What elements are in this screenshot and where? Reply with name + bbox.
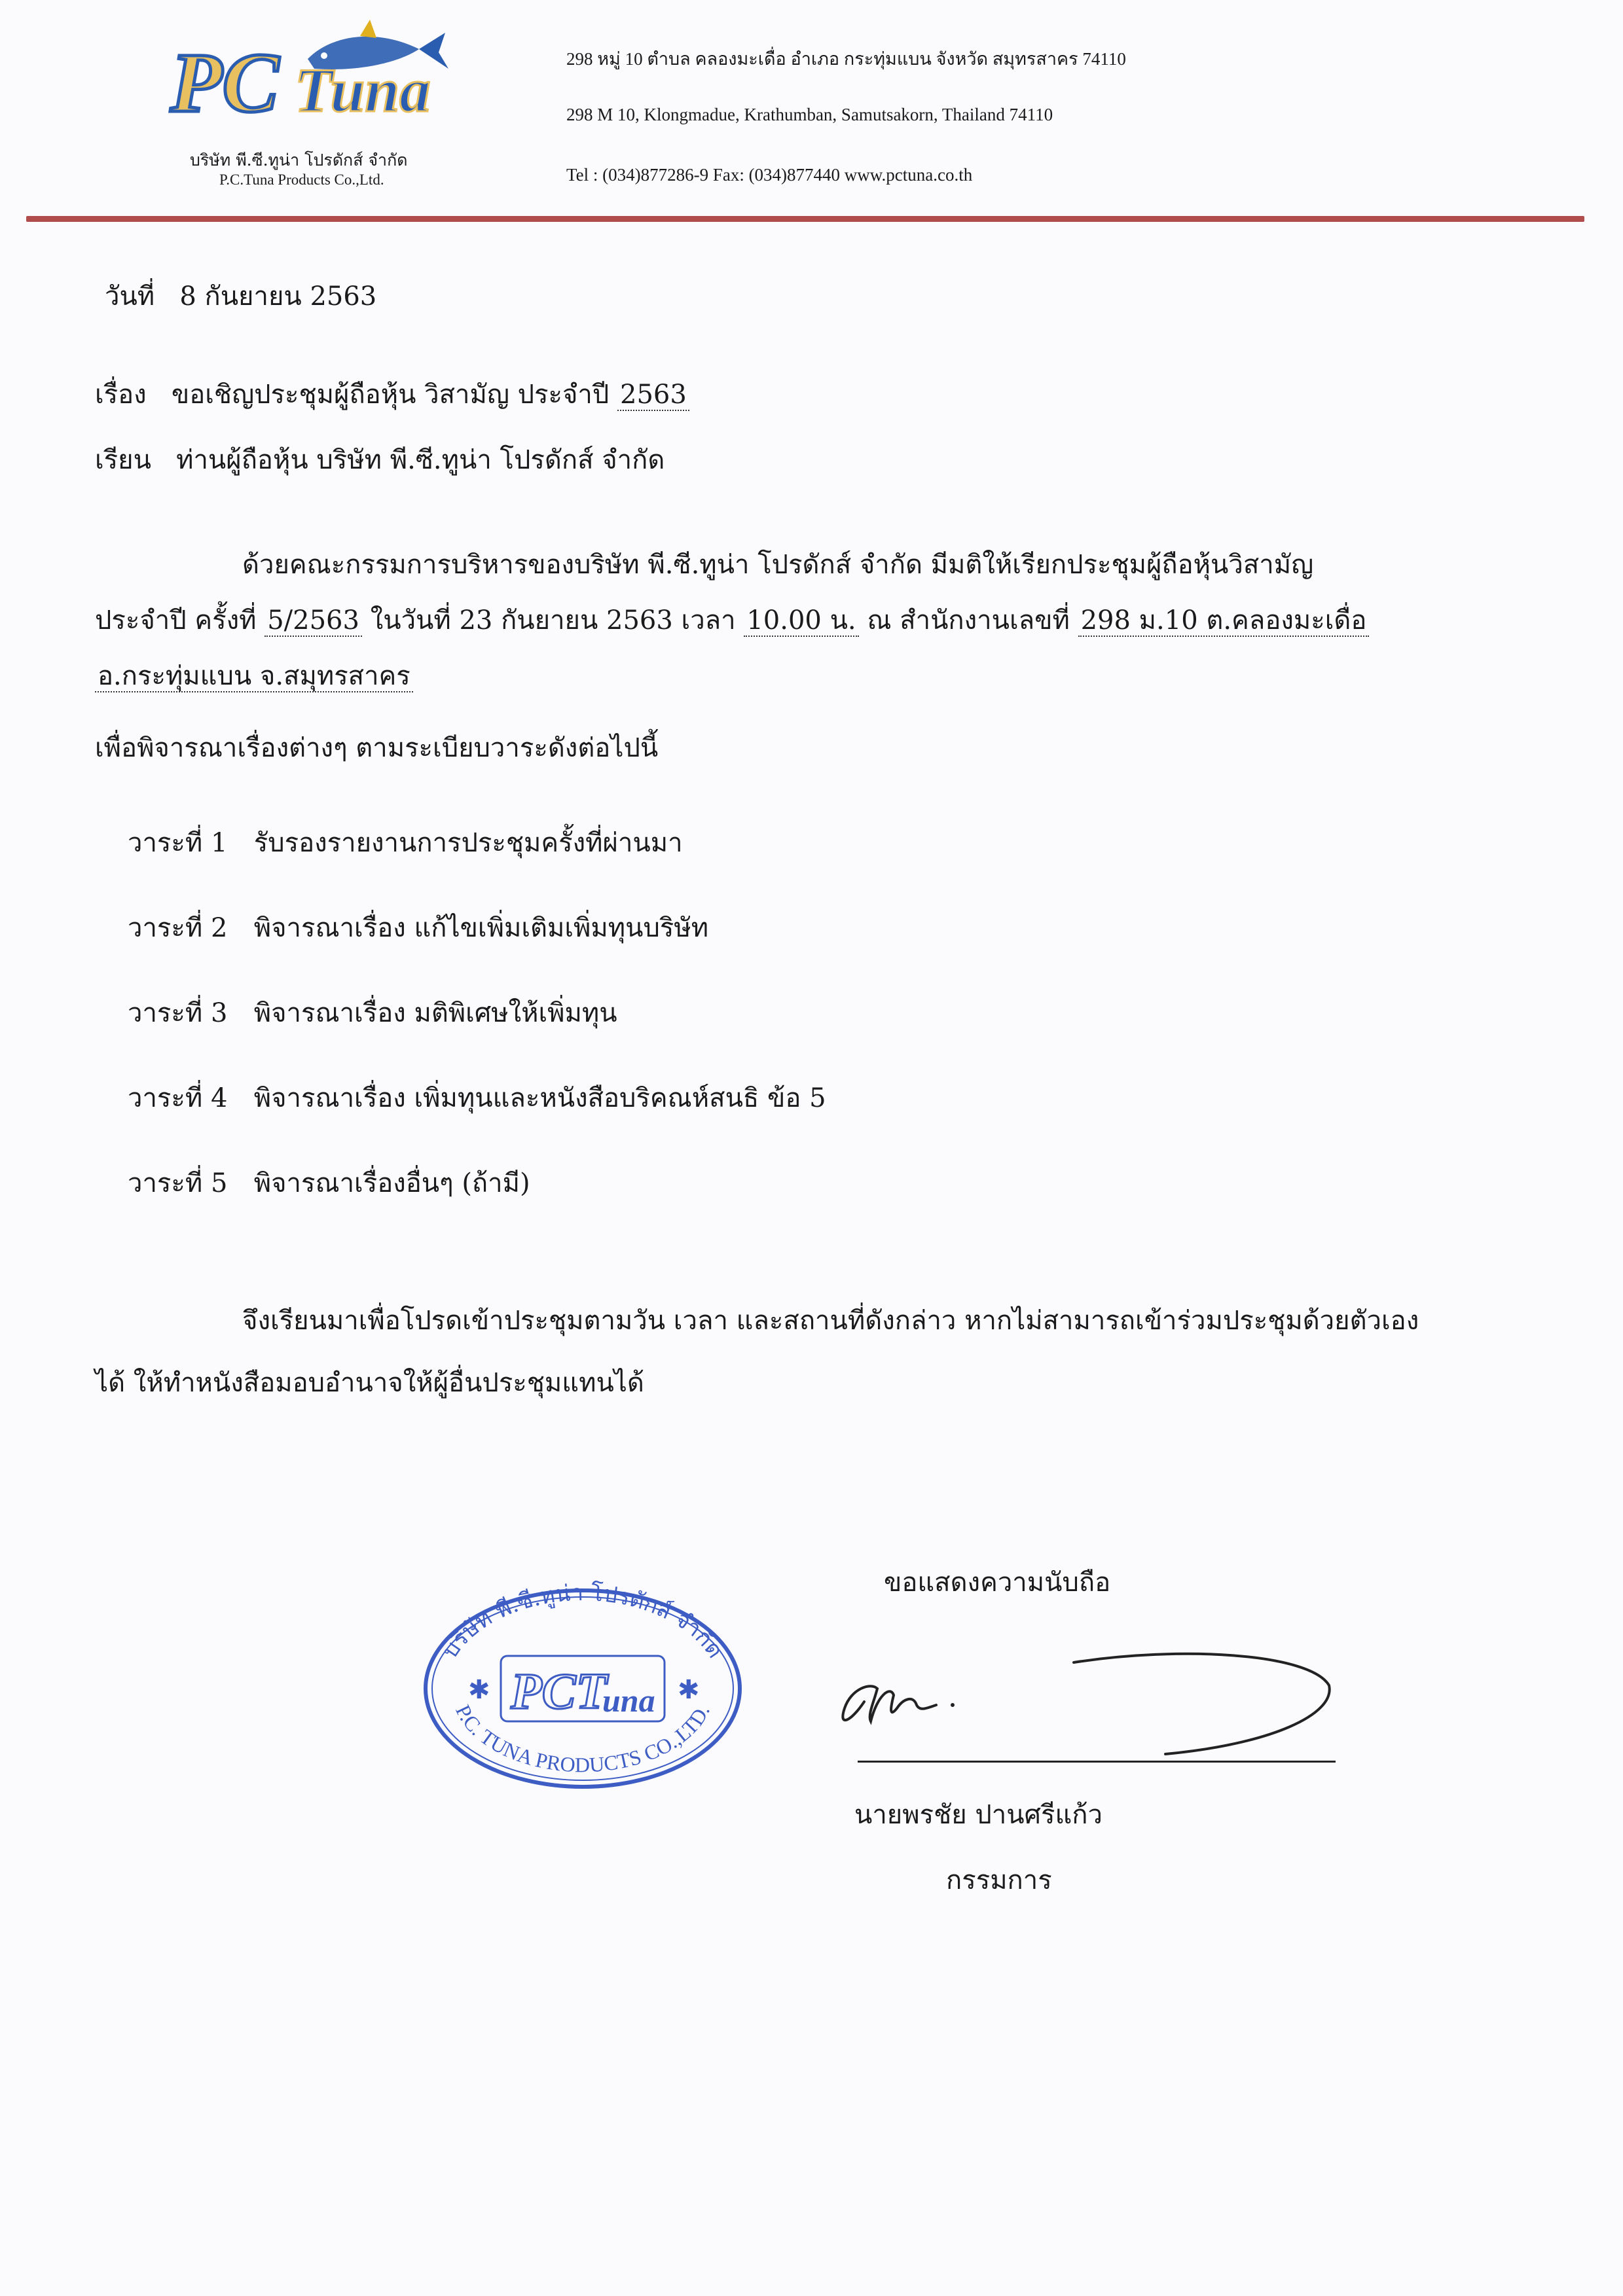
date-label: วันที่ [105,281,155,312]
meeting-date: ในวันที่ 23 กันยายน 2563 เวลา [370,605,736,636]
stamp-logo-tuna: una [602,1682,655,1719]
stamp-logo-pc: PCT [511,1662,608,1719]
logo-pc-text: PC [170,36,280,130]
agenda-text: รับรองรายงานการประชุมครั้งที่ผ่านมา [253,828,683,858]
date-line [105,275,376,317]
agenda-item [128,821,683,863]
body-paragraph-line-3 [95,655,413,696]
agenda-item [128,906,708,948]
stamp-text-en: P.C. TUNA PRODUCTS CO.,LTD. [451,1701,714,1777]
regards: ขอแสดงความนับถือ [884,1568,1111,1598]
recipient-line [95,439,665,480]
body-paragraph-line-1: ด้วยคณะกรรมการบริหารของบริษัท พี.ซี.ทูน่า โปรดักส์ จำกัด มีมติให้เรียกประชุมผู้ถือหุ้นวิสามัญ [242,550,1314,580]
session-number: 5/2563 [264,605,362,637]
subject-text: ขอเชิญประชุมผู้ถือหุ้น วิสามัญ ประจำปี [171,380,610,410]
agenda-item [128,1162,530,1204]
date-value: 8 กันยายน 2563 [179,281,377,312]
agenda-text: พิจารณาเรื่องอื่นๆ (ถ้ามี) [253,1168,530,1198]
tuna-fish-icon [164,13,465,137]
agenda-number: วาระที่ 1 [128,828,228,858]
agenda-item [128,1077,826,1119]
star-icon: ✱ [468,1675,490,1705]
agenda-text: พิจารณาเรื่อง เพิ่มทุนและหนังสือบริคณห์สนธิ ข้อ 5 [253,1083,826,1113]
address-en: 298 M 10, Klongmadue, Krathumban, Samutsakorn, Thailand 74110 [566,105,1053,124]
venue-district: อ.กระทุ่มแบน จ.สมุทรสาคร [95,661,413,692]
agenda-item [128,992,617,1033]
subject-line [95,373,689,415]
handwritten-signature [812,1623,1349,1767]
agenda-number: วาระที่ 5 [128,1168,228,1198]
agenda-number: วาระที่ 3 [128,998,228,1028]
agenda-number: วาระที่ 2 [128,913,228,943]
recipient-text: ท่านผู้ถือหุ้น บริษัท พี.ซี.ทูน่า โปรดักส์ จำกัด [176,445,665,475]
venue-label: ณ สำนักงานเลขที่ [867,605,1070,636]
svg-text:บริษัท พี.ซี.ทูน่า โปรดักส์ จำ [437,1580,728,1663]
meeting-time: 10.00 น. [744,605,858,637]
venue-address: 298 ม.10 ต.คลองมะเดื่อ [1078,605,1370,637]
signer-title: กรรมการ [946,1865,1052,1895]
company-stamp [406,1577,759,1793]
logo-tuna-text: Tuna [295,56,431,125]
company-name-th: บริษัท พี.ซี.ทูน่า โปรดักส์ จำกัด [190,151,408,170]
header-divider [26,216,1584,222]
recipient-label: เรียน [95,445,151,475]
agenda-text: พิจารณาเรื่อง มติพิเศษให้เพิ่มทุน [253,998,617,1028]
signature-line [858,1761,1336,1763]
agenda-text: พิจารณาเรื่อง แก้ไขเพิ่มเติมเพิ่มทุนบริษัท [253,913,709,943]
closing-line-1: จึงเรียนมาเพื่อโปรดเข้าประชุมตามวัน เวลา และสถานที่ดังกล่าว หากไม่สามารถเข้าร่วมประชุมด้วยตัวเอง [242,1306,1419,1336]
stamp-text-th: บริษัท พี.ซี.ทูน่า โปรดักส์ จำกัด [437,1579,729,1663]
company-logo [164,13,465,137]
address-th: 298 หมู่ 10 ตำบล คลองมะเดื่อ อำเภอ กระทุ่มแบน จังหวัด สมุทรสาคร 74110 [566,49,1126,69]
signer-name: นายพรชัย ปานศรีแก้ว [854,1800,1103,1830]
subject-label: เรื่อง [95,380,147,410]
subject-year: 2563 [617,380,689,411]
agenda-intro: เพื่อพิจารณาเรื่องต่างๆ ตามระเบียบวาระดังต่อไปนี้ [95,733,659,763]
contact-info: Tel : (034)877286-9 Fax: (034)877440 www.pctuna.co.th [566,165,973,185]
star-icon: ✱ [678,1675,700,1705]
agenda-number: วาระที่ 4 [128,1083,228,1113]
closing-line-2: ได้ ให้ทำหนังสือมอบอำนาจให้ผู้อื่นประชุมแทนได้ [95,1368,644,1398]
body-paragraph-line-2 [95,599,1369,641]
company-name-en: P.C.Tuna Products Co.,Ltd. [219,171,384,188]
session-label: ประจำปี ครั้งที่ [95,605,257,636]
